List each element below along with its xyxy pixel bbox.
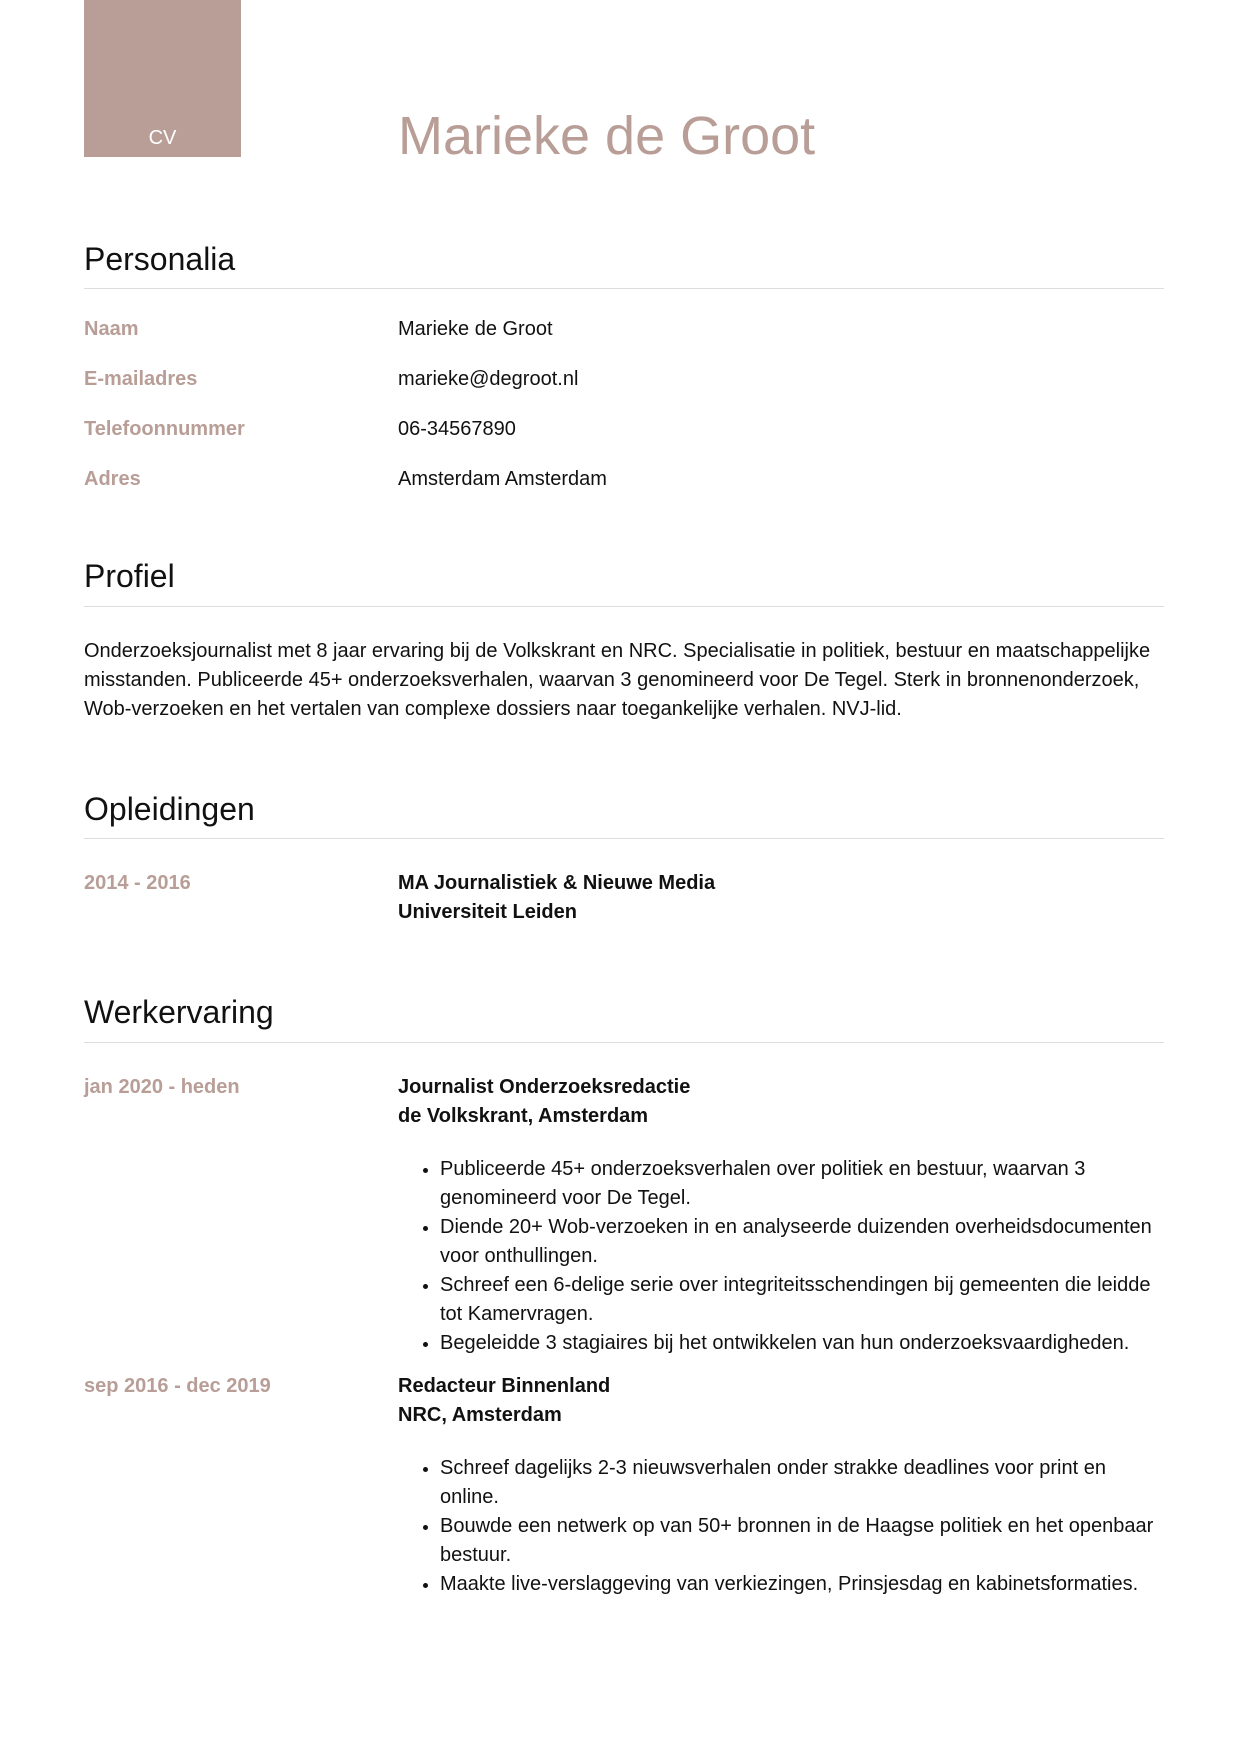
- education-institution: Universiteit Leiden: [398, 901, 577, 924]
- job-bullet: • Maakte live-verslaggeving van verkiezingen, Prinsjesdag en kabinetsformaties.: [440, 1570, 1164, 1599]
- werkervaring-section: [84, 993, 1164, 1598]
- job-employer: NRC, Amsterdam: [398, 1403, 562, 1426]
- education-period: 2014 - 2016: [84, 872, 191, 895]
- opleidingen-section: [84, 790, 1164, 927]
- job-bullet: • Begeleidde 3 stagiaires bij het ontwikkelen van hun onderzoeksvaardigheden.: [440, 1329, 1164, 1358]
- job-title: Journalist Onderzoeksredactie: [398, 1075, 691, 1098]
- job-details: [398, 1372, 1164, 1599]
- job-bullet: • Schreef een 6-delige serie over integriteitsschendingen bij gemeenten die leidde tot Kamervragen.: [440, 1271, 1164, 1329]
- job-entry: [84, 1372, 1164, 1599]
- profile-text: Onderzoeksjournalist met 8 jaar ervaring bij de Volkskrant en NRC. Specialisatie in politiek, bestuur en maatschappelijke misstanden. Publiceerde 45+ onderzoeksverhalen, waarvan 3 genomineerd voor De Tegel. Sterk in bronnenonderzoek, Wob-verzoeken en het vertalen van complexe dossiers naar toegankelijke verhalen. NVJ-lid.: [84, 639, 1151, 720]
- job-title: Redacteur Binnenland: [398, 1374, 611, 1397]
- personalia-section: [84, 240, 1164, 515]
- job-period: sep 2016 - dec 2019: [84, 1374, 271, 1397]
- personalia-row-address: [84, 465, 1164, 515]
- education-title: MA Journalistiek & Nieuwe Media: [398, 872, 716, 895]
- field-value: Amsterdam Amsterdam: [398, 468, 607, 491]
- section-heading-personalia: Personalia: [84, 240, 1164, 289]
- cv-badge: [84, 0, 241, 157]
- section-heading-werkervaring: Werkervaring: [84, 993, 1164, 1042]
- field-label: Adres: [84, 468, 141, 491]
- page-title: Marieke de Groot: [398, 106, 816, 166]
- education-details: [398, 869, 1164, 927]
- job-bullet: • Publiceerde 45+ onderzoeksverhalen over politiek en bestuur, waarvan 3 genomineerd voor De Tegel.: [440, 1155, 1164, 1213]
- profiel-section: [84, 557, 1164, 723]
- job-details: [398, 1073, 1164, 1358]
- field-value: marieke@degroot.nl: [398, 368, 579, 391]
- personalia-row-email: [84, 365, 1164, 415]
- job-bullet: • Bouwde een netwerk op van 50+ bronnen in de Haagse politiek en het openbaar bestuur.: [440, 1512, 1164, 1570]
- education-entry: [84, 869, 1164, 927]
- job-bullet: • Schreef dagelijks 2-3 nieuwsverhalen onder strakke deadlines voor print en online.: [440, 1454, 1164, 1512]
- personalia-row-phone: [84, 415, 1164, 465]
- field-label: E-mailadres: [84, 368, 198, 391]
- job-bullets: [398, 1155, 1164, 1358]
- job-period: jan 2020 - heden: [84, 1075, 240, 1098]
- job-bullets: [398, 1454, 1164, 1599]
- field-value: 06-34567890: [398, 418, 516, 441]
- field-label: Naam: [84, 318, 139, 341]
- job-bullet: • Diende 20+ Wob-verzoeken in en analyseerde duizenden overheidsdocumenten voor onthullingen.: [440, 1213, 1164, 1271]
- personalia-row-name: [84, 315, 1164, 365]
- section-heading-profiel: Profiel: [84, 557, 1164, 606]
- field-value: Marieke de Groot: [398, 318, 553, 341]
- job-employer: de Volkskrant, Amsterdam: [398, 1104, 649, 1127]
- personalia-rows: [84, 315, 1164, 515]
- section-heading-opleidingen: Opleidingen: [84, 790, 1164, 839]
- cv-badge-label: CV: [148, 127, 177, 149]
- cv-content: [84, 240, 1164, 1599]
- job-entry: [84, 1073, 1164, 1358]
- field-label: Telefoonnummer: [84, 418, 245, 441]
